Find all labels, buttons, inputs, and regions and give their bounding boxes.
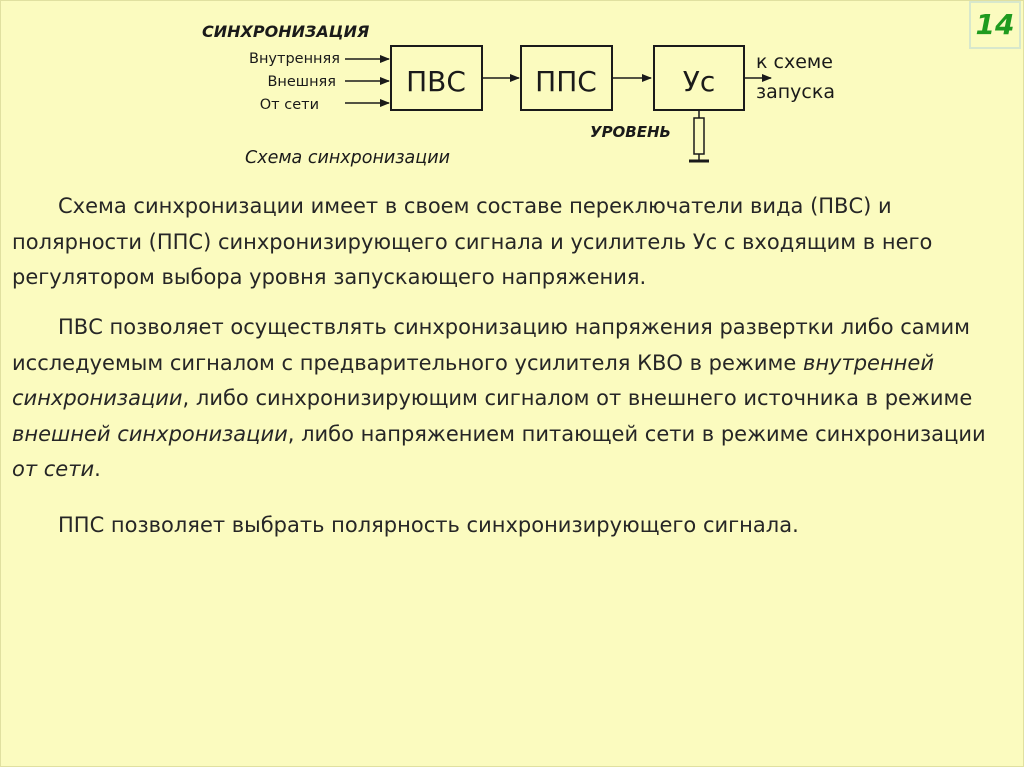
level-resistor-icon [694, 118, 704, 154]
input-label-internal: Внутренняя [249, 51, 340, 67]
sync-heading: СИНХРОНИЗАЦИЯ [202, 22, 370, 41]
page-number: 14 [969, 1, 1021, 49]
term-external-sync: внешней синхронизации [12, 421, 288, 446]
block-us-label: Ус [682, 65, 716, 98]
paragraph-pvs-part2: , либо синхронизирующим сигналом от внешнего источника в режиме [182, 386, 973, 410]
diagram-caption: Схема синхронизации [245, 148, 450, 168]
input-label-mains: От сети [259, 97, 319, 113]
paragraph-pvs [12, 310, 1012, 488]
level-label: УРОВЕНЬ [590, 123, 671, 141]
output-label-line1: к схеме [756, 51, 833, 73]
paragraph-pps: ППС позволяет выбрать полярность синхронизирующего сигнала. [58, 513, 799, 537]
paragraph-pvs-end: . [94, 457, 101, 481]
paragraph-pvs-part3: , либо напряжением питающей сети в режиме синхронизации [287, 421, 986, 446]
block-pps-label: ППС [535, 65, 597, 98]
block-pvs-label: ПВС [406, 65, 466, 98]
term-mains-sync: от сети [12, 457, 95, 481]
paragraph-composition: Схема синхронизации имеет в своем составе переключатели вида (ПВС) и полярности (ППС) синхронизирующего сигнала и усилитель Ус с входящим в него регулятором выбора уровня запускающего напряжения. [12, 194, 933, 289]
term-internal-sync: внутренней синхронизации [12, 350, 934, 410]
paragraph-pvs-part1: ПВС позволяет осуществлять синхронизацию напряжения развертки либо самим исследуемым сигналом с предварительного усилителя КВО в режиме [12, 315, 970, 375]
input-label-external: Внешняя [267, 74, 336, 90]
sync-block-diagram [0, 0, 1024, 185]
output-label-line2: запуска [756, 81, 835, 103]
